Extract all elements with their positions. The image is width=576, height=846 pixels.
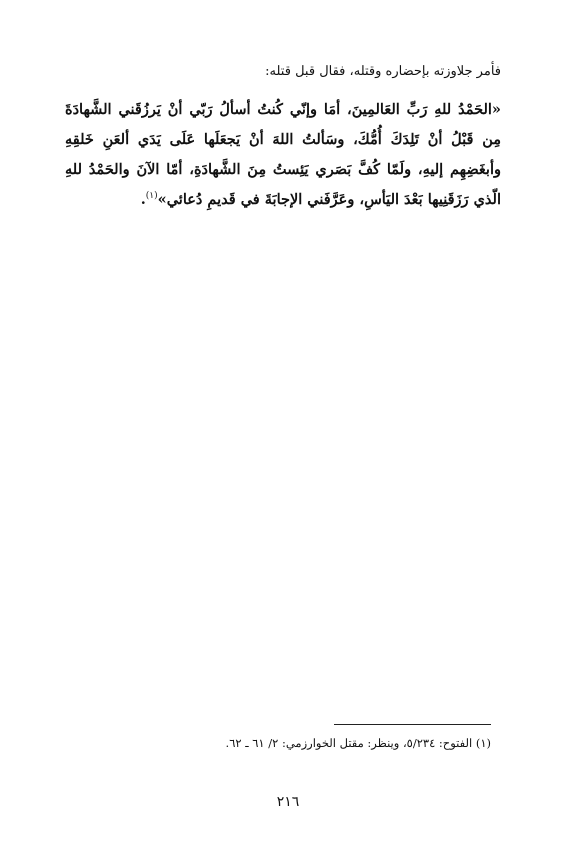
- intro-line: فأمر جلاوزته بإحضاره وقتله، فقال قبل قتله:: [265, 64, 501, 79]
- quote-text: «الحَمْدُ للهِ رَبِّ العَالمِينَ، أمَا وإنّي كُنتُ أسألُ رَبّي أنْ يَرزُقَني الشَّهادَةَ مِن قَبْلُ أنْ تَلِدَكَ أُمُّكَ، وسَألتُ اللهَ أنْ يَجعَلَها عَلَى يَدَي ألعَنِ خَلقِهِ وأبغَضِهِم إليهِ، ولَمّا كُفَّ بَصَري يَئِستُ مِنَ الشَّهادَةِ، أمّا الآنَ والحَمْدُ للهِ الّذي رَزَقَنِيها بَعْدَ اليَأسِ، وعَرَّفَني الإجابَةَ في قَديمِ دُعائي»: [65, 101, 501, 208]
- page-number: ٢١٦: [276, 794, 300, 810]
- footnote-text: الفتوح: ٥/٢٣٤، وينظر: مقتل الخوارزمي: ٢/ ٦١ ـ ٦٢.: [225, 736, 473, 750]
- footnote-divider: [334, 724, 491, 725]
- footnote-marker: (١): [475, 736, 491, 750]
- footnote: [71, 734, 491, 752]
- quoted-speech: [65, 95, 501, 215]
- footnote-reference[interactable]: (١): [145, 191, 158, 202]
- quote-end-mark: .: [140, 191, 146, 208]
